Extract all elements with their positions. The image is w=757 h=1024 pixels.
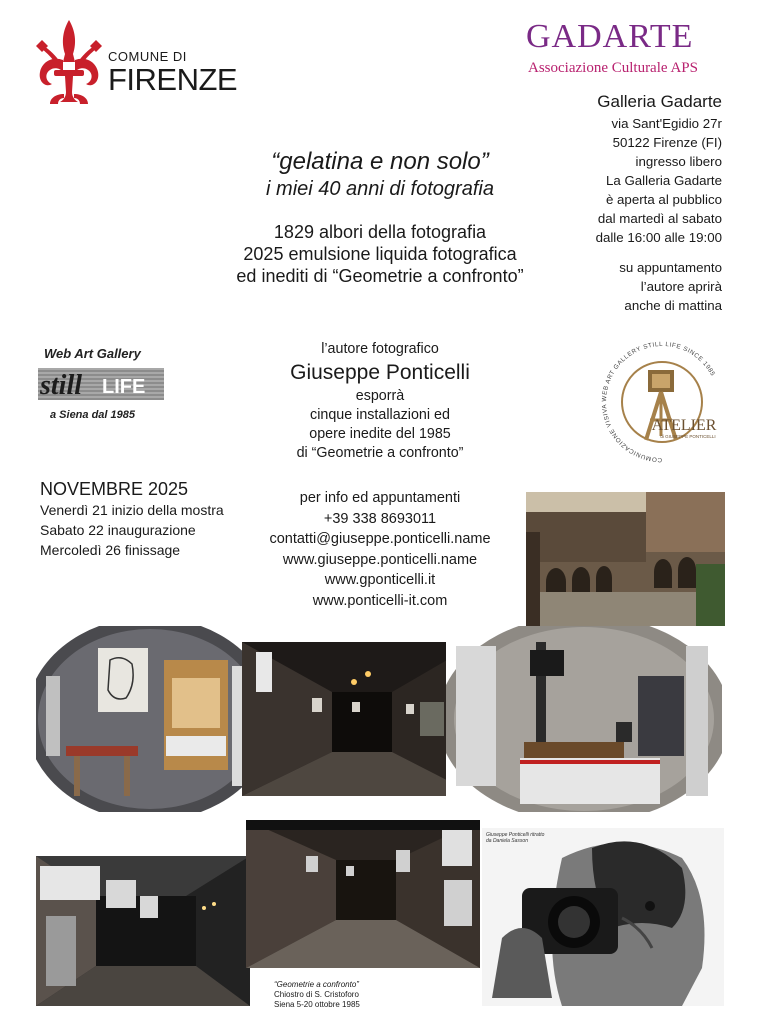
still-life-top: Web Art Gallery xyxy=(44,346,141,361)
gallery-title: Galleria Gadarte xyxy=(597,92,722,111)
exhibition-hall-photo xyxy=(36,856,250,1006)
corridor-installation-photo xyxy=(242,642,478,796)
cloister-courtyard-photo xyxy=(526,492,725,626)
still-life-still: still xyxy=(40,370,83,401)
photographer-portrait-photo xyxy=(482,828,724,1006)
darkroom-fisheye-photo xyxy=(446,626,722,812)
exhibition-line1: 1829 albori della fotografia xyxy=(273,222,487,242)
portrait-caption xyxy=(486,832,544,844)
caption-place: Chiostro di S. Cristoforo xyxy=(274,990,359,999)
still-life-life: LIFE xyxy=(102,376,146,398)
studio-fisheye-photo-left xyxy=(36,626,264,812)
atelier-sub: di GIUSEPPE PONTICELLI xyxy=(660,434,716,439)
gallery-address1: via Sant'Egidio 27r xyxy=(611,116,722,131)
atelier-seal xyxy=(592,336,732,468)
contacts-web1[interactable]: www.giuseppe.ponticelli.name xyxy=(282,551,478,568)
still-life-logo xyxy=(36,344,166,424)
gallery-appt1: su appuntamento xyxy=(619,260,722,275)
portrait-caption-line2: da Daniela Sasson xyxy=(486,838,528,844)
caption-date: Siena 5-20 ottobre 1985 xyxy=(274,1000,360,1009)
still-life-bottom: a Siena dal 1985 xyxy=(50,409,135,421)
author-desc3: di “Geometrie a confronto” xyxy=(296,445,464,461)
exhibition-line3: ed inediti di “Geometrie a confronto” xyxy=(236,266,524,286)
dates-heading: NOVEMBRE 2025 xyxy=(40,479,189,499)
contacts-block xyxy=(250,488,510,611)
gadarte-subtitle: Associazione Culturale APS xyxy=(528,60,698,76)
date-finissage: Mercoledì 26 finissage xyxy=(40,542,181,558)
author-desc1: cinque installazioni ed xyxy=(310,407,450,423)
gallery-open4: dalle 16:00 alle 19:00 xyxy=(595,230,722,245)
author-name: Giuseppe Ponticelli xyxy=(290,361,470,384)
cristoforo-caption xyxy=(274,980,360,1010)
author-intro: l’autore fotografico xyxy=(321,341,439,357)
contacts-intro: per info ed appuntamenti xyxy=(299,490,461,506)
author-verb: esporrà xyxy=(355,388,405,404)
date-opening: Venerdì 21 inizio della mostra xyxy=(40,502,224,518)
exhibition-subtitle: i miei 40 anni di fotografia xyxy=(266,178,494,200)
comune-firenze-logo-text xyxy=(108,50,237,95)
date-inauguration: Sabato 22 inaugurazione xyxy=(40,522,196,538)
gallery-address2: 50122 Firenze (FI) xyxy=(612,135,722,150)
gallery-open3: dal martedì al sabato xyxy=(597,211,722,226)
florence-lily-icon xyxy=(34,16,104,108)
gallery-open2: è aperta al pubblico xyxy=(605,192,722,207)
gadarte-name: GADARTE xyxy=(526,18,694,55)
exhibition-title-block xyxy=(170,148,590,287)
comune-line1: COMUNE DI xyxy=(108,49,187,64)
exhibition-dates xyxy=(40,478,224,560)
gallery-appt3: anche di mattina xyxy=(624,298,722,313)
gallery-open1: La Galleria Gadarte xyxy=(605,173,722,188)
contacts-web3[interactable]: www.ponticelli-it.com xyxy=(312,592,448,609)
author-desc2: opere inedite del 1985 xyxy=(309,426,451,442)
exhibition-title: “gelatina e non solo” xyxy=(271,148,489,175)
exhibition-line2: 2025 emulsione liquida fotografica xyxy=(243,244,517,264)
portrait-caption-line1: Giuseppe Ponticelli ritratto xyxy=(486,832,545,838)
contacts-web2[interactable]: www.gponticelli.it xyxy=(324,572,436,588)
gallery-appt2: l’autore aprirà xyxy=(640,279,722,294)
cloister-easels-photo xyxy=(246,820,480,968)
atelier-word: ATELIER xyxy=(651,417,717,434)
atelier-ring-text: COMUNICAZIONE VISIVA WEB ART GALLERY STILL LIFE SINCE 1985 xyxy=(600,340,717,464)
author-block xyxy=(230,340,530,463)
comune-line2: FIRENZE xyxy=(108,62,238,97)
gadarte-logo xyxy=(522,18,732,80)
gallery-entry: ingresso libero xyxy=(635,154,722,169)
caption-title: “Geometrie a confronto” xyxy=(274,980,359,989)
contacts-phone[interactable]: +39 338 8693011 xyxy=(323,510,437,527)
contacts-email[interactable]: contatti@giuseppe.ponticelli.name xyxy=(269,531,491,547)
